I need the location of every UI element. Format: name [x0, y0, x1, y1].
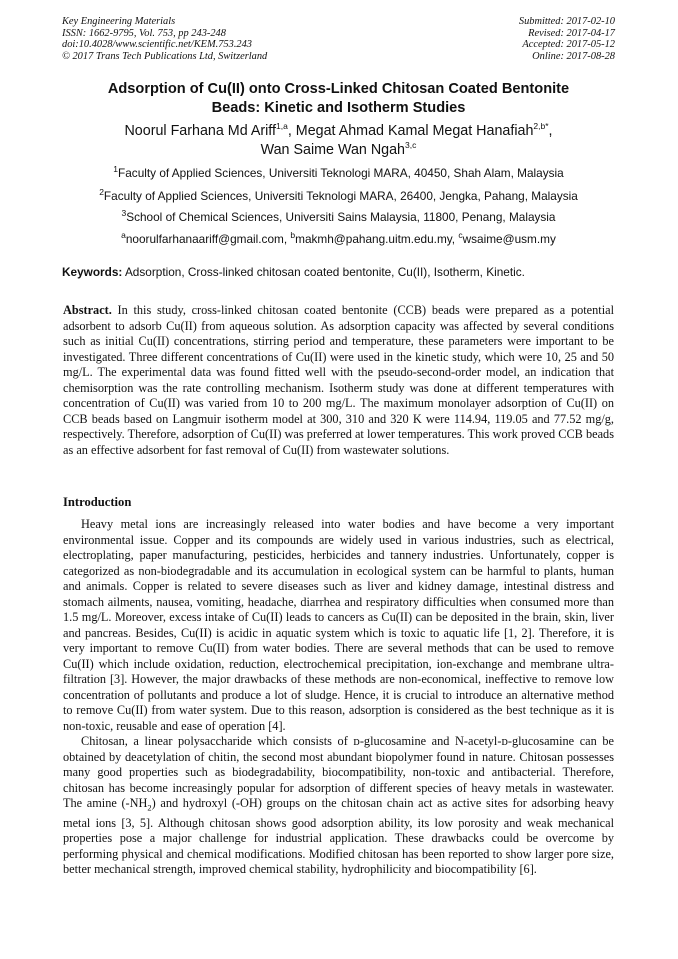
- introduction-heading: Introduction: [63, 495, 132, 509]
- author-2-sup: 2,b*: [533, 121, 549, 132]
- author-2: Megat Ahmad Kamal Megat Hanafiah: [295, 123, 534, 139]
- author-list: [62, 122, 615, 160]
- accepted-date: Accepted: 2017-05-12: [522, 39, 615, 51]
- revised-date: Revised: 2017-04-17: [528, 27, 615, 39]
- email-c-sup: c: [458, 230, 463, 241]
- intro-paragraph-2-part-b: ) and hydroxyl (-OH) groups on the chitosan chain act as active sites for adsorbing heavy metal ions [3, 5]. Although chitosan shows good adsorption ability, its low porosity and weak mechanical properties pose a major challenge for industrial application. These drawbacks could be overcome by performing physical and chemical modifications. Modified chitosan has been reported to show larger pore size, better mechanical strength, improved chemical stability, hydrophilicity and biocompatibility [6].: [63, 796, 614, 877]
- keywords: [62, 265, 615, 279]
- submitted-date: Submitted: 2017-02-10: [518, 16, 615, 27]
- paper-title: [62, 80, 615, 118]
- copyright-line: © 2017 Trans Tech Publications Ltd, Switzerland: [62, 50, 268, 62]
- affiliation-2-text: Faculty of Applied Sciences, Universiti Teknologi MARA, 26400, Jengka, Pahang, Malaysia: [103, 189, 578, 203]
- title-line-1: Adsorption of Cu(II) onto Cross-Linked Chitosan Coated Bentonite: [107, 81, 570, 97]
- abstract-text: In this study, cross-linked chitosan coated bentonite (CCB) beads were prepared as a potential adsorbent to adsorb Cu(II) from aqueous solution. As adsorption capacity was affected by several conditions such as initial Cu(II) concentrations, stirring period and temperature, these parameters were important to be investigated. Three different concentrations of Cu(II) were used in the kinetic study, which were 10, 25 and 50 mg/L. The experimental data was found fitted well with the pseudo-second-order model, an indication that chemisorption was the rate controlling mechanism. Isotherm study was done at different temperatures with concentration of Cu(II) was varied from 10 to 200 mg/L. The maximum monolayer adsorption of Cu(II) on CCB beads based on Langmuir isotherm model at 300, 310 and 320 K were 114.94, 119.05 and 77.52 mg/g, respectively. Therefore, adsorption of Cu(II) was preferred at lower temperatures. This work proved CCB beads as an effective adsorbent for fast removal of Cu(II) from wastewater solutions.: [63, 303, 614, 457]
- author-line-2: [62, 141, 615, 160]
- author-emails: [62, 232, 615, 246]
- affiliation-2: [62, 189, 615, 203]
- abstract: [63, 303, 614, 458]
- affiliation-1: [62, 166, 615, 180]
- intro-paragraph-1: Heavy metal ions are increasingly released into water bodies and have become a very important environmental issue. Copper and its compounds are widely used in various industries, such as electrical, electroplating, paper manufacturing, pesticides, herbicides and tannery industries. Unfortunately, copper is categorized as non-biodegradable and its accumulation in ecological system can be harmful to plants, human and animals. Copper is related to severe diseases such as liver and kidney damage, intestinal distress and stomach ailments, nausea, vomiting, headache, diarrhea and respiratory difficulties when consumed more than 1.5 mg/L. Moreover, excess intake of Cu(II) leads to cancers as Cu(II) can be deposited in the brain, skin, liver and pancreas. Besides, Cu(II) is acidic in aquatic system which is toxic to aquatic life [1, 2]. Therefore, it is very important to remove Cu(II) from water bodies. There are several methods that can be used to remove Cu(II) which include oxidation, reduction, electrochemical precipitation, ion-exchange and membrane ultra-filtration [3]. However, the major drawbacks of these methods are non-economical, ineffective to remove low concentration of pollutants and produce a lot of sludge. Hence, it is crucial to introduce an alternative method to remove Cu(II) from water system. Due to this reason, adsorption is considered as the best technique as it is non-toxic, reusable and ease of operation [4].: [63, 517, 614, 733]
- author-1: Noorul Farhana Md Ariff: [124, 123, 276, 139]
- affiliation-1-sup: 1: [113, 164, 119, 175]
- author-line-1: Noorul Farhana Md Ariff$^{1,a}$, Megat Ahmad Kamal Megat Hanafiah$^{2,b*}$,: [124, 121, 553, 139]
- journal-name: Key Engineering Materials: [62, 16, 176, 27]
- nh2-subscript: 2: [147, 802, 152, 813]
- affiliation-2-sup: 2: [99, 187, 104, 198]
- email-c[interactable]: wsaime@usm.my: [462, 232, 556, 246]
- keywords-label: Keywords:: [62, 265, 123, 279]
- affiliation-3-sup: 3: [121, 208, 127, 219]
- journal-info: [62, 16, 267, 62]
- email-a-sup: a: [121, 230, 126, 241]
- author-3-sup: 3,c: [405, 140, 417, 151]
- author-3: Wan Saime Wan Ngah: [260, 142, 405, 158]
- intro-paragraph-2-part-a: Chitosan, a linear polysaccharide which consists of ᴅ-glucosamine and N-acetyl-ᴅ-glucosamine can be obtained by deacetylation of chitin, the second most abundant biopolymer found in nature. Chitosan possesses many good properties such as biodegradability, biocompatibility, non-toxic and antibacterial. Therefore, chitosan has become increasingly popular for adsorption of different species of heavy metals in wastewater. The amine (-NH: [63, 734, 614, 810]
- abstract-label: Abstract.: [63, 303, 112, 317]
- affiliation-3: [62, 210, 615, 224]
- keywords-text: Adsorption, Cross-linked chitosan coated bentonite, Cu(II), Isotherm, Kinetic.: [122, 265, 525, 279]
- online-date: Online: 2017-08-28: [532, 50, 615, 62]
- issn-line: ISSN: 1662-9795, Vol. 753, pp 243-248: [62, 27, 226, 39]
- doi-line: doi:10.4028/www.scientific.net/KEM.753.243: [62, 39, 252, 51]
- intro-paragraph-2: [63, 734, 614, 878]
- publication-dates: [519, 16, 615, 62]
- title-line-2: Beads: Kinetic and Isotherm Studies: [211, 100, 466, 116]
- email-b[interactable]: makmh@pahang.uitm.edu.my,: [295, 232, 459, 246]
- affiliation-3-text: School of Chemical Sciences, Universiti Sains Malaysia, 11800, Penang, Malaysia: [126, 210, 556, 224]
- email-a[interactable]: noorulfarhanaariff@gmail.com,: [125, 232, 291, 246]
- affiliation-1-text: Faculty of Applied Sciences, Universiti Teknologi MARA, 40450, Shah Alam, Malaysia: [118, 166, 564, 180]
- introduction-body: [63, 517, 614, 878]
- email-b-sup: b: [290, 230, 296, 241]
- author-1-sup: 1,a: [276, 121, 288, 132]
